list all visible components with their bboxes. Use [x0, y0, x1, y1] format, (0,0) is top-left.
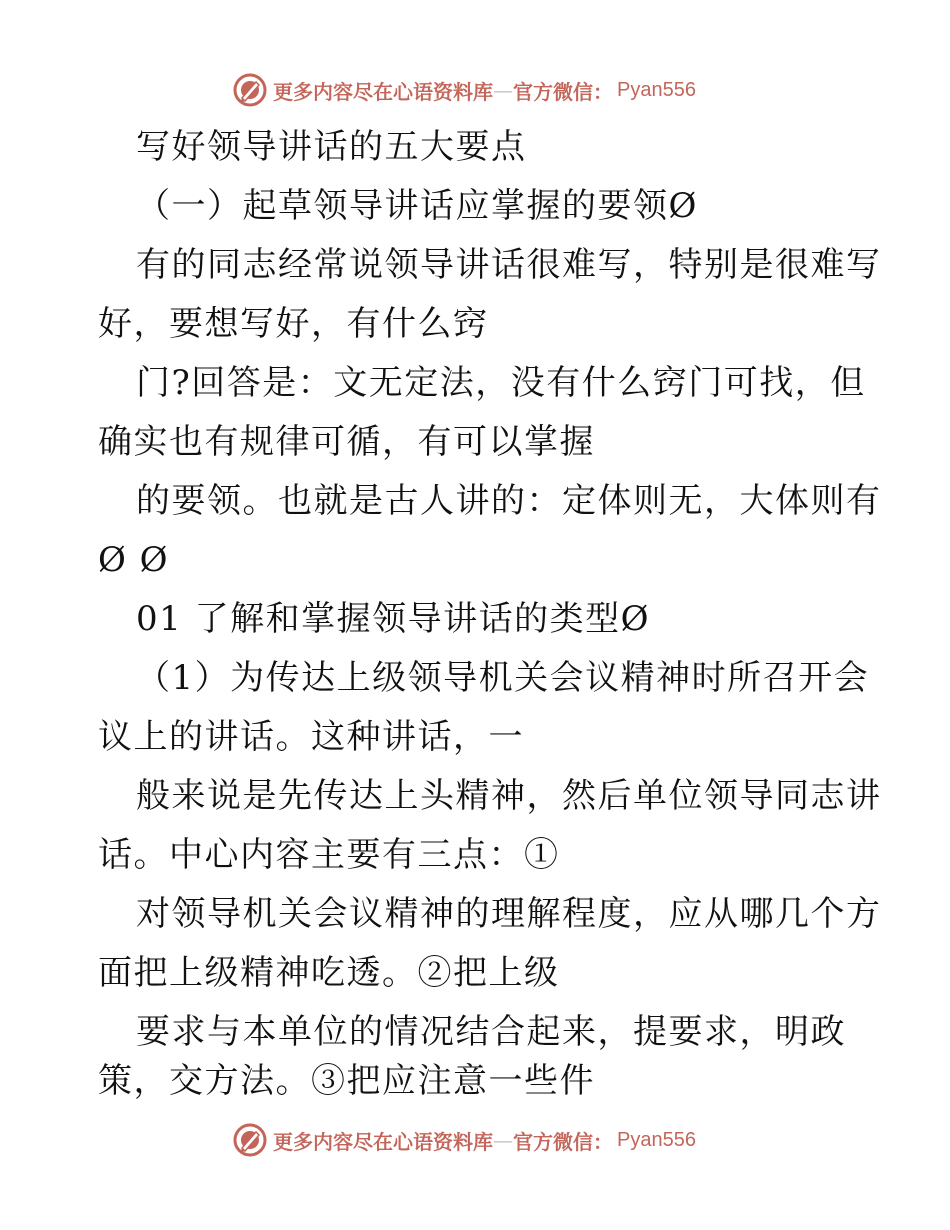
- paragraph-line: 面把上级精神吃透。②把上级: [98, 953, 560, 993]
- watermark-dash: —: [493, 78, 513, 102]
- paragraph-line: 确实也有规律可循，有可以掌握: [98, 422, 595, 462]
- paragraph-line: 策，交方法。③把应注意一些件: [98, 1061, 595, 1101]
- pen-logo-icon: [233, 73, 267, 107]
- paragraph-line: 门?回答是：文无定法，没有什么窍门可找，但: [136, 363, 866, 403]
- paragraph-line: Ø Ø: [98, 540, 170, 580]
- paragraph-line: 般来说是先传达上头精神，然后单位领导同志讲: [136, 776, 882, 816]
- paragraph-line: 议上的讲话。这种讲话，一: [98, 717, 524, 757]
- watermark-banner-bottom: [233, 1120, 696, 1160]
- pen-logo-icon: [233, 1123, 267, 1157]
- watermark-wechat-id: Pyan556: [617, 78, 696, 101]
- watermark-wechat-label: 官方微信：: [513, 79, 613, 104]
- section-heading: （一）起草领导讲话应掌握的要领Ø: [136, 186, 698, 226]
- watermark-main-text: 更多内容尽在心语资料库: [273, 1129, 493, 1154]
- paragraph-line: 好，要想写好，有什么窍: [98, 304, 489, 344]
- paragraph-line: 要求与本单位的情况结合起来，提要求，明政: [136, 1012, 846, 1052]
- paragraph-line: 有的同志经常说领导讲话很难写，特别是很难写: [136, 245, 882, 285]
- paragraph-line: 对领导机关会议精神的理解程度，应从哪几个方: [136, 894, 882, 934]
- document-title: 写好领导讲话的五大要点: [136, 127, 527, 167]
- watermark-main-text: 更多内容尽在心语资料库: [273, 79, 493, 104]
- watermark-wechat-id: Pyan556: [617, 1128, 696, 1151]
- watermark-dash: —: [493, 1128, 513, 1152]
- watermark-banner-top: [233, 70, 696, 110]
- subsection-heading: 01 了解和掌握领导讲话的类型Ø: [136, 599, 650, 639]
- paragraph-line: （1）为传达上级领导机关会议精神时所召开会: [136, 658, 870, 698]
- watermark-wechat-label: 官方微信：: [513, 1129, 613, 1154]
- paragraph-line: 的要领。也就是古人讲的：定体则无，大体则有: [136, 481, 882, 521]
- paragraph-line: 话。中心内容主要有三点：①: [98, 835, 560, 875]
